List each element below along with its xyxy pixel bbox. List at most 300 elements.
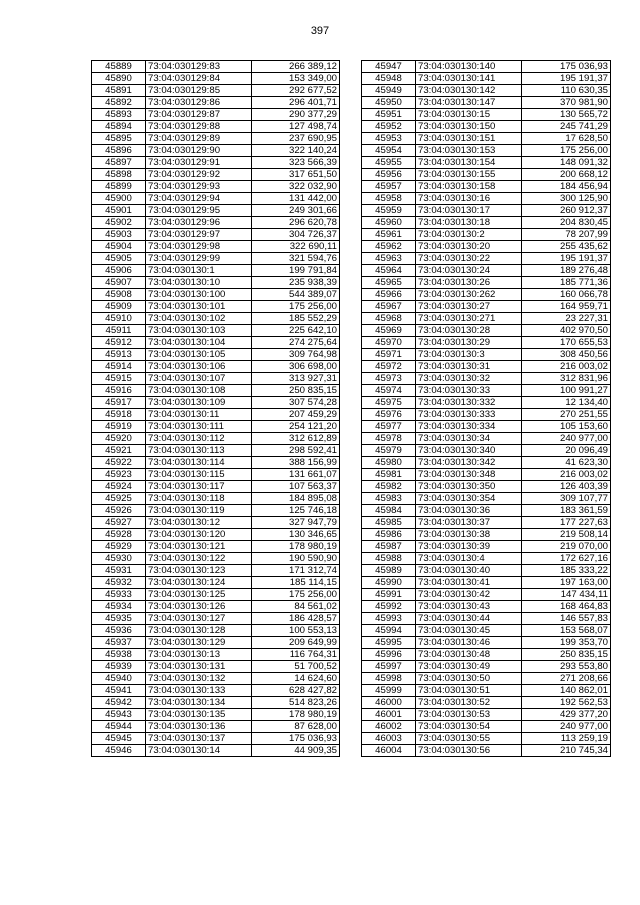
cadastral-number: 73:04:030130:15 [416,109,522,121]
table-row [362,541,611,553]
cadastral-number: 73:04:030129:83 [146,61,252,73]
table-row [92,565,340,577]
table-row [92,193,340,205]
cadastral-number: 73:04:030130:12 [146,517,252,529]
row-number: 46003 [362,733,416,745]
value-amount: 130 346,65 [252,529,340,541]
row-number: 45988 [362,553,416,565]
value-amount: 153 568,07 [522,625,611,637]
table-row [362,85,611,97]
table-row [362,229,611,241]
row-number: 45969 [362,325,416,337]
table-row [92,313,340,325]
value-amount: 293 553,80 [522,661,611,673]
value-amount: 370 981,90 [522,97,611,109]
table-row [362,613,611,625]
value-amount: 304 726,37 [252,229,340,241]
row-number: 45982 [362,481,416,493]
value-amount: 219 070,00 [522,541,611,553]
row-number: 45930 [92,553,146,565]
row-number: 45974 [362,385,416,397]
table-row [362,397,611,409]
row-number: 45920 [92,433,146,445]
table-row [92,121,340,133]
table-row [362,73,611,85]
row-number: 45916 [92,385,146,397]
value-amount: 199 353,70 [522,637,611,649]
row-number: 45954 [362,145,416,157]
cadastral-number: 73:04:030130:142 [416,85,522,97]
row-number: 45955 [362,157,416,169]
cadastral-number: 73:04:030130:14 [146,745,252,757]
cadastral-number: 73:04:030130:137 [146,733,252,745]
row-number: 45975 [362,397,416,409]
table-row [362,313,611,325]
cadastral-number: 73:04:030130:36 [416,505,522,517]
value-amount: 514 823,26 [252,697,340,709]
cadastral-number: 73:04:030130:135 [146,709,252,721]
row-number: 45957 [362,181,416,193]
value-amount: 323 566,39 [252,157,340,169]
row-number: 45896 [92,145,146,157]
table-row [362,145,611,157]
row-number: 45919 [92,421,146,433]
cadastral-number: 73:04:030130:41 [416,577,522,589]
value-amount: 175 256,00 [252,301,340,313]
table-row [362,517,611,529]
row-number: 45992 [362,601,416,613]
value-amount: 148 091,32 [522,157,611,169]
table-row [92,445,340,457]
row-number: 45929 [92,541,146,553]
table-row [362,265,611,277]
table-row [92,577,340,589]
cadastral-number: 73:04:030130:153 [416,145,522,157]
table-row [92,625,340,637]
value-amount: 41 623,30 [522,457,611,469]
cadastral-number: 73:04:030130:16 [416,193,522,205]
cadastral-number: 73:04:030130:107 [146,373,252,385]
cadastral-number: 73:04:030130:37 [416,517,522,529]
table-row [362,709,611,721]
value-amount: 172 627,16 [522,553,611,565]
table-row [92,73,340,85]
row-number: 45942 [92,697,146,709]
row-number: 45971 [362,349,416,361]
value-amount: 189 276,48 [522,265,611,277]
value-amount: 105 153,60 [522,421,611,433]
value-amount: 51 700,52 [252,661,340,673]
value-amount: 175 256,00 [252,589,340,601]
row-number: 45892 [92,97,146,109]
cadastral-number: 73:04:030130:262 [416,289,522,301]
cadastral-number: 73:04:030130:158 [416,181,522,193]
cadastral-number: 73:04:030130:340 [416,445,522,457]
table-row [92,529,340,541]
table-row [92,505,340,517]
row-number: 45925 [92,493,146,505]
value-amount: 296 620,78 [252,217,340,229]
value-amount: 306 698,00 [252,361,340,373]
table-row [92,481,340,493]
table-row [362,349,611,361]
table-row [92,277,340,289]
value-amount: 313 927,31 [252,373,340,385]
value-amount: 298 592,41 [252,445,340,457]
value-amount: 107 563,37 [252,481,340,493]
row-number: 45963 [362,253,416,265]
row-number: 45928 [92,529,146,541]
cadastral-number: 73:04:030130:18 [416,217,522,229]
cadastral-number: 73:04:030130:28 [416,325,522,337]
row-number: 45997 [362,661,416,673]
value-amount: 235 938,39 [252,277,340,289]
row-number: 45934 [92,601,146,613]
table-row [92,133,340,145]
table-row [362,445,611,457]
value-amount: 210 745,34 [522,745,611,757]
value-amount: 240 977,00 [522,721,611,733]
table-row [92,601,340,613]
value-amount: 44 909,35 [252,745,340,757]
cadastral-number: 73:04:030130:38 [416,529,522,541]
value-amount: 131 661,07 [252,469,340,481]
cadastral-number: 73:04:030129:92 [146,169,252,181]
row-number: 45936 [92,625,146,637]
cadastral-number: 73:04:030129:98 [146,241,252,253]
row-number: 45905 [92,253,146,265]
row-number: 45991 [362,589,416,601]
value-amount: 271 208,66 [522,673,611,685]
value-amount: 290 377,29 [252,109,340,121]
row-number: 45960 [362,217,416,229]
cadastral-number: 73:04:030130:31 [416,361,522,373]
table-row [362,373,611,385]
table-row [362,673,611,685]
value-amount: 312 831,96 [522,373,611,385]
row-number: 45945 [92,733,146,745]
cadastral-number: 73:04:030130:103 [146,325,252,337]
cadastral-number: 73:04:030130:124 [146,577,252,589]
row-number: 45904 [92,241,146,253]
value-amount: 309 107,77 [522,493,611,505]
cadastral-number: 73:04:030130:117 [146,481,252,493]
cadastral-number: 73:04:030130:348 [416,469,522,481]
table-row [362,493,611,505]
table-row [362,193,611,205]
value-amount: 628 427,82 [252,685,340,697]
cadastral-number: 73:04:030130:26 [416,277,522,289]
value-amount: 209 649,99 [252,637,340,649]
table-row [92,205,340,217]
row-number: 45907 [92,277,146,289]
table-row [92,433,340,445]
table-row [92,637,340,649]
table-row [362,565,611,577]
table-row [92,157,340,169]
row-number: 45943 [92,709,146,721]
cadastral-number: 73:04:030130:333 [416,409,522,421]
row-number: 45951 [362,109,416,121]
row-number: 46004 [362,745,416,757]
value-amount: 250 835,15 [522,649,611,661]
cadastral-number: 73:04:030130:354 [416,493,522,505]
table-row [92,541,340,553]
table-row [362,289,611,301]
table-row [92,493,340,505]
table-row [362,325,611,337]
cadastral-number: 73:04:030130:42 [416,589,522,601]
cadastral-number: 73:04:030129:89 [146,133,252,145]
value-amount: 195 191,37 [522,253,611,265]
table-row [362,169,611,181]
cadastral-number: 73:04:030130:133 [146,685,252,697]
value-amount: 307 574,28 [252,397,340,409]
value-amount: 184 456,94 [522,181,611,193]
value-amount: 146 557,83 [522,613,611,625]
cadastral-number: 73:04:030130:114 [146,457,252,469]
table-row [362,721,611,733]
row-number: 45898 [92,169,146,181]
row-number: 45985 [362,517,416,529]
table-row [92,181,340,193]
cadastral-number: 73:04:030130:54 [416,721,522,733]
value-amount: 240 977,00 [522,433,611,445]
value-amount: 160 066,78 [522,289,611,301]
row-number: 45921 [92,445,146,457]
value-amount: 125 746,18 [252,505,340,517]
value-amount: 296 401,71 [252,97,340,109]
row-number: 45967 [362,301,416,313]
cadastral-number: 73:04:030130:1 [146,265,252,277]
row-number: 45908 [92,289,146,301]
row-number: 45961 [362,229,416,241]
row-number: 45946 [92,745,146,757]
row-number: 46002 [362,721,416,733]
table-row [92,589,340,601]
row-number: 45990 [362,577,416,589]
value-amount: 199 791,84 [252,265,340,277]
value-amount: 171 312,74 [252,565,340,577]
value-amount: 255 435,62 [522,241,611,253]
row-number: 45913 [92,349,146,361]
cadastral-number: 73:04:030129:96 [146,217,252,229]
cadastral-number: 73:04:030130:102 [146,313,252,325]
row-number: 45903 [92,229,146,241]
cadastral-number: 73:04:030130:127 [146,613,252,625]
row-number: 45968 [362,313,416,325]
row-number: 45938 [92,649,146,661]
value-amount: 274 275,64 [252,337,340,349]
cadastral-number: 73:04:030130:109 [146,397,252,409]
value-amount: 84 561,02 [252,601,340,613]
table-row [92,349,340,361]
value-amount: 544 389,07 [252,289,340,301]
row-number: 45940 [92,673,146,685]
cadastral-number: 73:04:030130:108 [146,385,252,397]
value-amount: 219 508,14 [522,529,611,541]
value-amount: 164 959,71 [522,301,611,313]
table-row [362,241,611,253]
table-row [92,745,340,757]
value-amount: 266 389,12 [252,61,340,73]
value-amount: 175 036,93 [522,61,611,73]
table-row [362,577,611,589]
cadastral-number: 73:04:030130:56 [416,745,522,757]
row-number: 45900 [92,193,146,205]
row-number: 45978 [362,433,416,445]
cadastral-number: 73:04:030130:51 [416,685,522,697]
value-amount: 429 377,20 [522,709,611,721]
value-amount: 140 862,01 [522,685,611,697]
cadastral-number: 73:04:030130:44 [416,613,522,625]
table-row [362,529,611,541]
cadastral-number: 73:04:030130:29 [416,337,522,349]
row-number: 45890 [92,73,146,85]
value-amount: 260 912,37 [522,205,611,217]
value-amount: 178 980,19 [252,709,340,721]
value-amount: 190 590,90 [252,553,340,565]
value-amount: 184 895,08 [252,493,340,505]
cadastral-number: 73:04:030130:11 [146,409,252,421]
row-number: 45895 [92,133,146,145]
cadastral-number: 73:04:030130:140 [416,61,522,73]
table-row [362,469,611,481]
value-amount: 170 655,53 [522,337,611,349]
cadastral-number: 73:04:030129:93 [146,181,252,193]
table-row [92,697,340,709]
value-amount: 100 991,27 [522,385,611,397]
table-row [362,433,611,445]
value-amount: 309 764,98 [252,349,340,361]
table-row [92,361,340,373]
row-number: 45891 [92,85,146,97]
cadastral-number: 73:04:030130:20 [416,241,522,253]
value-amount: 321 594,76 [252,253,340,265]
value-amount: 195 191,37 [522,73,611,85]
row-number: 45958 [362,193,416,205]
cadastral-number: 73:04:030130:350 [416,481,522,493]
row-number: 45950 [362,97,416,109]
value-amount: 254 121,20 [252,421,340,433]
cadastral-number: 73:04:030129:99 [146,253,252,265]
value-amount: 185 114,15 [252,577,340,589]
table-row [362,505,611,517]
table-row [92,301,340,313]
cadastral-number: 73:04:030130:115 [146,469,252,481]
table-row [362,301,611,313]
table-row [92,553,340,565]
cadastral-number: 73:04:030130:104 [146,337,252,349]
cadastral-number: 73:04:030130:105 [146,349,252,361]
row-number: 45984 [362,505,416,517]
cadastral-number: 73:04:030129:85 [146,85,252,97]
cadastral-number: 73:04:030130:154 [416,157,522,169]
cadastral-number: 73:04:030130:34 [416,433,522,445]
table-row [362,337,611,349]
table-row [92,373,340,385]
value-amount: 147 434,11 [522,589,611,601]
value-amount: 177 227,63 [522,517,611,529]
cadastral-number: 73:04:030130:24 [416,265,522,277]
table-row [92,517,340,529]
cadastral-number: 73:04:030130:53 [416,709,522,721]
cadastral-number: 73:04:030129:94 [146,193,252,205]
table-row [362,685,611,697]
table-row [92,385,340,397]
cadastral-number: 73:04:030130:106 [146,361,252,373]
value-amount: 168 464,83 [522,601,611,613]
cadastral-number: 73:04:030130:126 [146,601,252,613]
table-row [362,97,611,109]
table-row [92,421,340,433]
cadastral-number: 73:04:030130:122 [146,553,252,565]
cadastral-number: 73:04:030129:88 [146,121,252,133]
table-row [92,253,340,265]
cadastral-number: 73:04:030130:2 [416,229,522,241]
row-number: 45935 [92,613,146,625]
table-row [362,421,611,433]
value-amount: 14 624,60 [252,673,340,685]
table-row [362,121,611,133]
row-number: 45922 [92,457,146,469]
value-amount: 292 677,52 [252,85,340,97]
value-amount: 130 565,72 [522,109,611,121]
row-number: 45979 [362,445,416,457]
value-amount: 249 301,66 [252,205,340,217]
value-amount: 12 134,40 [522,397,611,409]
value-amount: 127 498,74 [252,121,340,133]
cadastral-number: 73:04:030130:271 [416,313,522,325]
cadastral-number: 73:04:030130:150 [416,121,522,133]
row-number: 45899 [92,181,146,193]
cadastral-number: 73:04:030130:155 [416,169,522,181]
row-number: 45965 [362,277,416,289]
cadastral-number: 73:04:030130:342 [416,457,522,469]
value-amount: 322 140,24 [252,145,340,157]
row-number: 45983 [362,493,416,505]
value-amount: 110 630,35 [522,85,611,97]
value-amount: 113 259,19 [522,733,611,745]
row-number: 45998 [362,673,416,685]
cadastral-table-left [91,60,340,757]
row-number: 45947 [362,61,416,73]
table-row [362,217,611,229]
value-amount: 204 830,45 [522,217,611,229]
value-amount: 270 251,55 [522,409,611,421]
cadastral-number: 73:04:030130:120 [146,529,252,541]
row-number: 45932 [92,577,146,589]
table-row [92,613,340,625]
row-number: 45906 [92,265,146,277]
cadastral-number: 73:04:030129:91 [146,157,252,169]
value-amount: 183 361,59 [522,505,611,517]
cadastral-number: 73:04:030130:43 [416,601,522,613]
row-number: 45973 [362,373,416,385]
cadastral-number: 73:04:030130:46 [416,637,522,649]
row-number: 46001 [362,709,416,721]
row-number: 45893 [92,109,146,121]
table-row [92,325,340,337]
page-number: 397 [310,25,330,37]
row-number: 45999 [362,685,416,697]
cadastral-number: 73:04:030130:49 [416,661,522,673]
value-amount: 312 612,89 [252,433,340,445]
value-amount: 87 628,00 [252,721,340,733]
value-amount: 175 036,93 [252,733,340,745]
cadastral-number: 73:04:030130:147 [416,97,522,109]
value-amount: 200 668,12 [522,169,611,181]
